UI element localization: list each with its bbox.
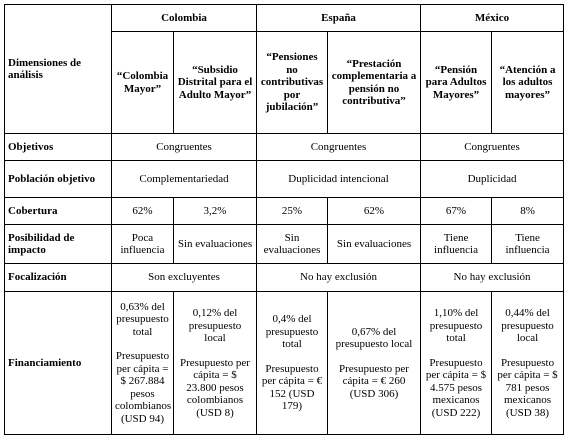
cell-financiamiento [174, 292, 257, 435]
budget-per-capita: Presupuesto per cápita = $ 4.575 pesos mexicanos (USD 222) [425, 356, 487, 419]
cell-cobertura: 62% [328, 198, 421, 225]
cell-poblacion-mexico: Duplicidad [421, 161, 564, 198]
row-label-cobertura: Cobertura [5, 198, 112, 225]
budget-per-capita: Presupuesto per cápita = $ 781 pesos mexicanos (USD 38) [497, 356, 558, 419]
program-atencion-adultos-mayores: “Atención a los adultos mayores” [492, 32, 564, 134]
row-posibilidad [5, 225, 564, 264]
cell-financiamiento [328, 292, 421, 435]
row-label-objetivos: Objetivos [5, 134, 112, 161]
cell-objetivos-colombia: Congruentes [112, 134, 257, 161]
cell-financiamiento [257, 292, 328, 435]
cell-financiamiento [112, 292, 174, 435]
budget-share: 0,4% del presupuesto total [265, 313, 319, 351]
budget-share: 0,67% del presupuesto local [335, 325, 413, 351]
cell-objetivos-mexico: Congruentes [421, 134, 564, 161]
budget-share: 0,44% del presupuesto local [501, 307, 554, 344]
country-header-row [5, 5, 564, 32]
budget-share: 0,12% del presupuesto local [188, 307, 242, 344]
cell-posibilidad: Tiene influencia [492, 225, 564, 264]
row-label-financiamiento: Financiamiento [5, 292, 112, 435]
cell-focalizacion-mexico: No hay exclusión [421, 264, 564, 292]
program-colombia-mayor: “Colombia Mayor” [112, 32, 174, 134]
cell-focalizacion-espana: No hay exclusión [257, 264, 421, 292]
country-colombia: Colombia [112, 5, 257, 32]
row-financiamiento [5, 292, 564, 435]
country-espana: España [257, 5, 421, 32]
cell-poblacion-colombia: Complementariedad [112, 161, 257, 198]
budget-per-capita: Presupuesto per cápita = € 152 (USD 179) [261, 362, 323, 413]
country-mexico: México [421, 5, 564, 32]
cell-focalizacion-colombia: Son excluyentes [112, 264, 257, 292]
dimensions-header: Dimensiones de análisis [5, 5, 112, 134]
cell-cobertura: 62% [112, 198, 174, 225]
cell-posibilidad: Sin evaluaciones [328, 225, 421, 264]
row-label-posibilidad: Posibilidad de impacto [5, 225, 112, 264]
comparison-table [4, 4, 564, 435]
cell-cobertura: 25% [257, 198, 328, 225]
program-prestacion-complementaria: “Prestación complementaria a pensión no contributiva” [328, 32, 421, 134]
budget-per-capita: Presupuesto per cápita = € 260 (USD 306) [339, 362, 409, 400]
row-cobertura [5, 198, 564, 225]
cell-posibilidad: Sin evaluaciones [174, 225, 257, 264]
row-label-poblacion: Población objetivo [5, 161, 112, 198]
cell-financiamiento [421, 292, 492, 435]
cell-cobertura: 67% [421, 198, 492, 225]
budget-per-capita: Presupuesto per cápita = $ 23.800 pesos colombianos (USD 8) [180, 356, 250, 419]
row-objetivos [5, 134, 564, 161]
cell-objetivos-espana: Congruentes [257, 134, 421, 161]
budget-per-capita: Presupuesto per cápita = $ 267.884 pesos colombianos (USD 94) [115, 350, 172, 425]
program-subsidio-distrital: “Subsidio Distrital para el Adulto Mayor” [174, 32, 257, 134]
budget-share: 1,10% del presupuesto total [429, 307, 483, 344]
row-poblacion [5, 161, 564, 198]
row-focalizacion [5, 264, 564, 292]
cell-posibilidad: Tiene influencia [421, 225, 492, 264]
program-pension-adultos-mayores: “Pensión para Adultos Mayores” [421, 32, 492, 134]
cell-cobertura: 3,2% [174, 198, 257, 225]
program-pensiones-no-contributivas: “Pensiones no contributivas por jubilación” [257, 32, 328, 134]
cell-posibilidad: Poca influencia [112, 225, 174, 264]
cell-cobertura: 8% [492, 198, 564, 225]
cell-financiamiento [492, 292, 564, 435]
cell-poblacion-espana: Duplicidad intencional [257, 161, 421, 198]
row-label-focalizacion: Focalización [5, 264, 112, 292]
budget-share: 0,63% del presupuesto total [116, 300, 169, 338]
cell-posibilidad: Sin evaluaciones [257, 225, 328, 264]
comparison-table-wrapper [4, 4, 564, 435]
